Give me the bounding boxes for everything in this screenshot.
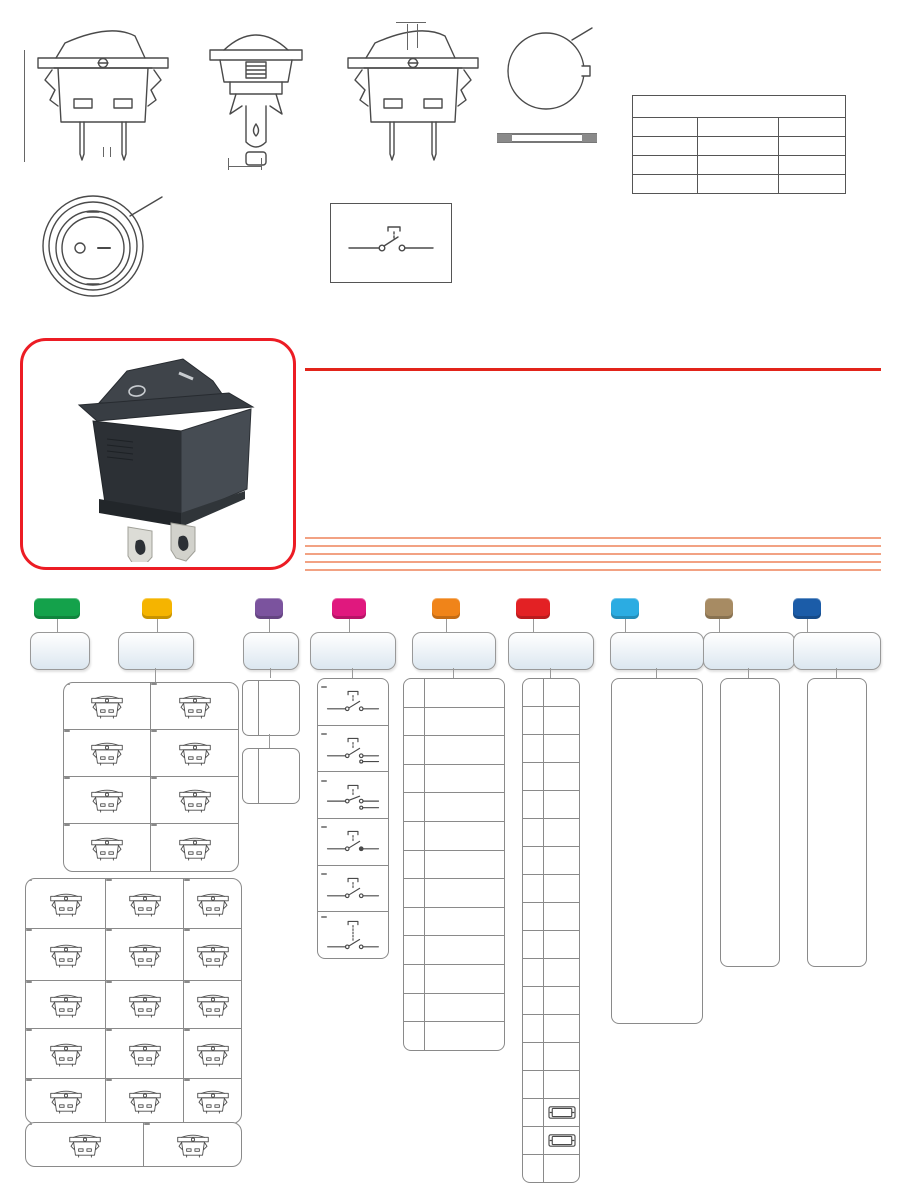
connector-line [155,668,156,682]
order-category-box [508,632,594,670]
rocker-switch-thumbnail-icon [124,941,166,969]
base-type-cell [106,981,184,1029]
base-type-cell [184,1079,241,1123]
button-mark-option [523,846,579,874]
base-type-code [106,1029,112,1031]
circuit-option [318,771,388,818]
connector-line [157,619,158,632]
column-header-y [698,118,779,137]
base-type-cell [26,1029,106,1079]
base-type-cell [26,879,106,929]
pole-option [242,680,300,736]
circuit-code [321,916,327,918]
rocker-switch-thumbnail-icon [45,1040,87,1068]
spec-row-electrical-life [305,563,881,571]
circuit-code [321,780,327,782]
button-mark-option [523,1070,579,1098]
panel-thickness-drawing [497,131,597,145]
order-category-box [30,632,90,670]
button-mark-option [523,874,579,902]
top-view-round-drawing [38,190,203,302]
connector-line [836,668,837,678]
dimension-line [417,24,418,48]
base-type-cell [106,879,184,929]
base-type-code [106,929,112,931]
button-mark-option [523,958,579,986]
base-type-section [25,1122,242,1167]
rocker-switch-thumbnail-icon [192,941,234,969]
button-mark-options [522,678,580,1183]
base-type-code [26,1079,32,1081]
spec-row-rating [305,371,881,539]
illuminated-option [404,907,504,936]
base-type-code [106,1079,112,1081]
order-code-badge [255,598,283,619]
panel-cutout-circle-drawing [502,26,597,116]
base-type-code [184,1029,190,1031]
illuminated-option [404,735,504,764]
side-view-drawing-right [338,20,488,165]
base-type-code [184,929,190,931]
dimension-line [103,147,104,157]
connector-line [446,619,447,632]
circuit-on-on-icon [322,736,384,764]
base-type-row [26,1029,241,1079]
rocker-switch-thumbnail-icon [124,890,166,918]
front-view-drawing [196,20,316,185]
connector-line [57,619,58,632]
table-title [633,96,846,118]
circuit-option [318,725,388,772]
button-mark-option [523,818,579,846]
circuit-on-off-on-icon [322,783,384,811]
order-category-box [793,632,881,670]
terminal-type-options [611,678,703,1024]
connector-line [748,668,749,678]
base-type-cell [26,929,106,981]
dimension-line [261,158,262,170]
base-type-code [64,683,70,685]
base-type-code [151,730,157,732]
base-type-code [151,824,157,826]
base-type-cell [184,929,241,981]
circuit-code [321,686,327,688]
circuit-option [318,679,388,725]
order-category-box [412,632,496,670]
base-type-code [26,981,32,983]
rocker-switch-thumbnail-icon [45,991,87,1019]
rocker-switch-thumbnail-icon [124,1087,166,1115]
button-mark-option [523,902,579,930]
rocker-switch-thumbnail-icon [86,786,128,814]
button-mark-symbol [544,1106,579,1119]
panel-cutout-table [632,95,846,194]
table-row [633,137,846,156]
button-mark-option [523,1126,579,1154]
dimension-line [407,24,408,50]
connector-line [807,619,808,632]
base-type-code [144,1123,150,1125]
button-mark-option [523,790,579,818]
button-mark-option [523,706,579,734]
base-type-code [184,879,190,881]
base-type-row [26,929,241,981]
illuminated-option [404,792,504,821]
base-type-cell [64,777,151,824]
connector-line [656,668,657,678]
illuminated-option [404,850,504,879]
connector-line [269,619,270,632]
button-mark-symbol [544,1134,579,1147]
button-mark-option [523,734,579,762]
base-type-code [64,824,70,826]
switching-circuit-box [330,203,452,283]
base-type-row [26,879,241,929]
base-type-cell [26,1123,144,1166]
order-code-badge [611,598,639,619]
circuit-option [318,818,388,865]
base-type-cell [106,1029,184,1079]
base-type-code [151,777,157,779]
illuminated-option [404,821,504,850]
rocker-switch-thumbnail-icon [124,1040,166,1068]
base-colour-options [807,678,867,967]
connector-line [352,668,353,678]
base-type-cell [106,929,184,981]
base-type-cell [64,730,151,777]
illuminated-options [403,678,505,1051]
spec-row-insulation-resistance [305,547,881,555]
rocker-mark-icon [548,1106,576,1119]
circuit-code [321,733,327,735]
base-type-code [106,879,112,881]
base-type-row [64,683,238,730]
poles-options [242,680,298,810]
rocker-switch-thumbnail-icon [45,890,87,918]
circuit-on-off-icon [322,689,384,717]
side-view-drawing-left [28,20,178,165]
base-type-cell [151,824,238,871]
base-type-code [106,981,112,983]
base-type-code [26,1123,32,1125]
order-category-box [310,632,396,670]
spec-row-dielectric-intensity [305,555,881,563]
base-type-cell [184,879,241,929]
spec-table [305,368,881,571]
base-type-cell [26,1079,106,1123]
base-type-cell [184,981,241,1029]
actuator-colour-options [720,678,780,967]
connector-line [625,619,626,632]
base-type-code [26,1029,32,1031]
order-code-badge [793,598,821,619]
button-mark-option [523,1014,579,1042]
column-header-z [633,118,698,137]
connector-line [453,668,454,678]
order-category-box [243,632,299,670]
base-type-cell [151,683,238,730]
rocker-switch-thumbnail-icon [192,890,234,918]
illuminated-option [404,878,504,907]
connector-line [533,619,534,632]
illuminated-option [404,764,504,793]
button-mark-option [523,679,579,706]
dimension-line [396,22,426,23]
illuminated-option [404,935,504,964]
base-type-code [26,879,32,881]
base-type-row [64,777,238,824]
rocker-switch-thumbnail-icon [64,1131,106,1159]
base-type-cell [64,683,151,730]
base-type-row [64,824,238,871]
dimension-line [228,166,262,167]
base-type-cell [64,824,151,871]
connector-line [719,619,720,632]
dimension-line [24,50,25,162]
rocker-switch-thumbnail-icon [86,692,128,720]
pole-option [242,748,300,804]
order-code-badge [34,598,80,619]
rocker-switch-thumbnail-icon [45,1087,87,1115]
base-type-row [64,730,238,777]
rocker-switch-thumbnail-icon [86,739,128,767]
button-mark-option [523,1154,579,1182]
base-type-cell [151,777,238,824]
order-category-box [703,632,795,670]
product-photo-frame [20,338,296,570]
button-mark-option [523,1098,579,1126]
column-header-x [779,118,846,137]
circuit-diagram-options [317,678,389,959]
base-type-code [184,981,190,983]
button-mark-option [523,930,579,958]
base-type-code [26,929,32,931]
rocker-switch-thumbnail-icon [174,786,216,814]
base-type-cell [151,730,238,777]
rocker-switch-thumbnail-icon [45,941,87,969]
base-type-section [63,682,239,872]
rocker-switch-thumbnail-icon [192,1040,234,1068]
table-row [633,175,846,194]
base-type-cell [26,981,106,1029]
order-code-badge [516,598,550,619]
rocker-switch-thumbnail-icon [174,834,216,862]
order-code-badge [432,598,460,619]
base-type-code [151,683,157,685]
rocker-switch-thumbnail-icon [172,1131,214,1159]
base-type-cell [106,1079,184,1123]
illuminated-option [404,993,504,1022]
connector-line [270,668,271,678]
table-row [633,156,846,175]
spec-label [305,374,587,534]
connector-line [550,668,551,678]
base-type-section [25,878,242,1124]
base-type-cell [144,1123,241,1166]
base-type-row [26,981,241,1029]
button-mark-option [523,1042,579,1070]
base-type-code [184,1079,190,1081]
illuminated-option [404,707,504,736]
button-mark-option [523,986,579,1014]
circuit-on-off-lamp-icon [322,919,384,955]
button-mark-option [523,762,579,790]
order-code-badge [705,598,733,619]
rocker-switch-thumbnail-icon [86,834,128,862]
dimension-line [110,147,111,157]
product-photo [33,347,283,562]
base-type-row [26,1123,241,1166]
rocker-switch-thumbnail-icon [174,739,216,767]
rocker-switch-thumbnail-icon [192,991,234,1019]
circuit-on-off-icon [322,876,384,904]
dimension-line [228,158,229,170]
order-code-badge [142,598,172,619]
order-category-box [610,632,704,670]
spec-values [587,374,881,534]
base-type-code [64,730,70,732]
base-type-code [64,777,70,779]
base-type-cell [184,1029,241,1079]
rocker-mark-icon [548,1134,576,1147]
connector-line [349,619,350,632]
circuit-option [318,911,388,958]
order-category-box [118,632,194,670]
rocker-switch-thumbnail-icon [124,991,166,1019]
illuminated-option [404,679,504,707]
illuminated-option [404,964,504,993]
illuminated-option [404,1021,504,1050]
switching-circuit-icon [341,224,441,256]
order-code-badge [332,598,366,619]
circuit-option [318,865,388,912]
circuit-code [321,873,327,875]
circuit-code [321,826,327,828]
spec-row-contact-resistance [305,539,881,547]
circuit-mon-off-icon [322,829,384,857]
rocker-switch-thumbnail-icon [192,1087,234,1115]
rocker-switch-thumbnail-icon [174,692,216,720]
base-type-row [26,1079,241,1123]
connector-line [269,734,270,748]
